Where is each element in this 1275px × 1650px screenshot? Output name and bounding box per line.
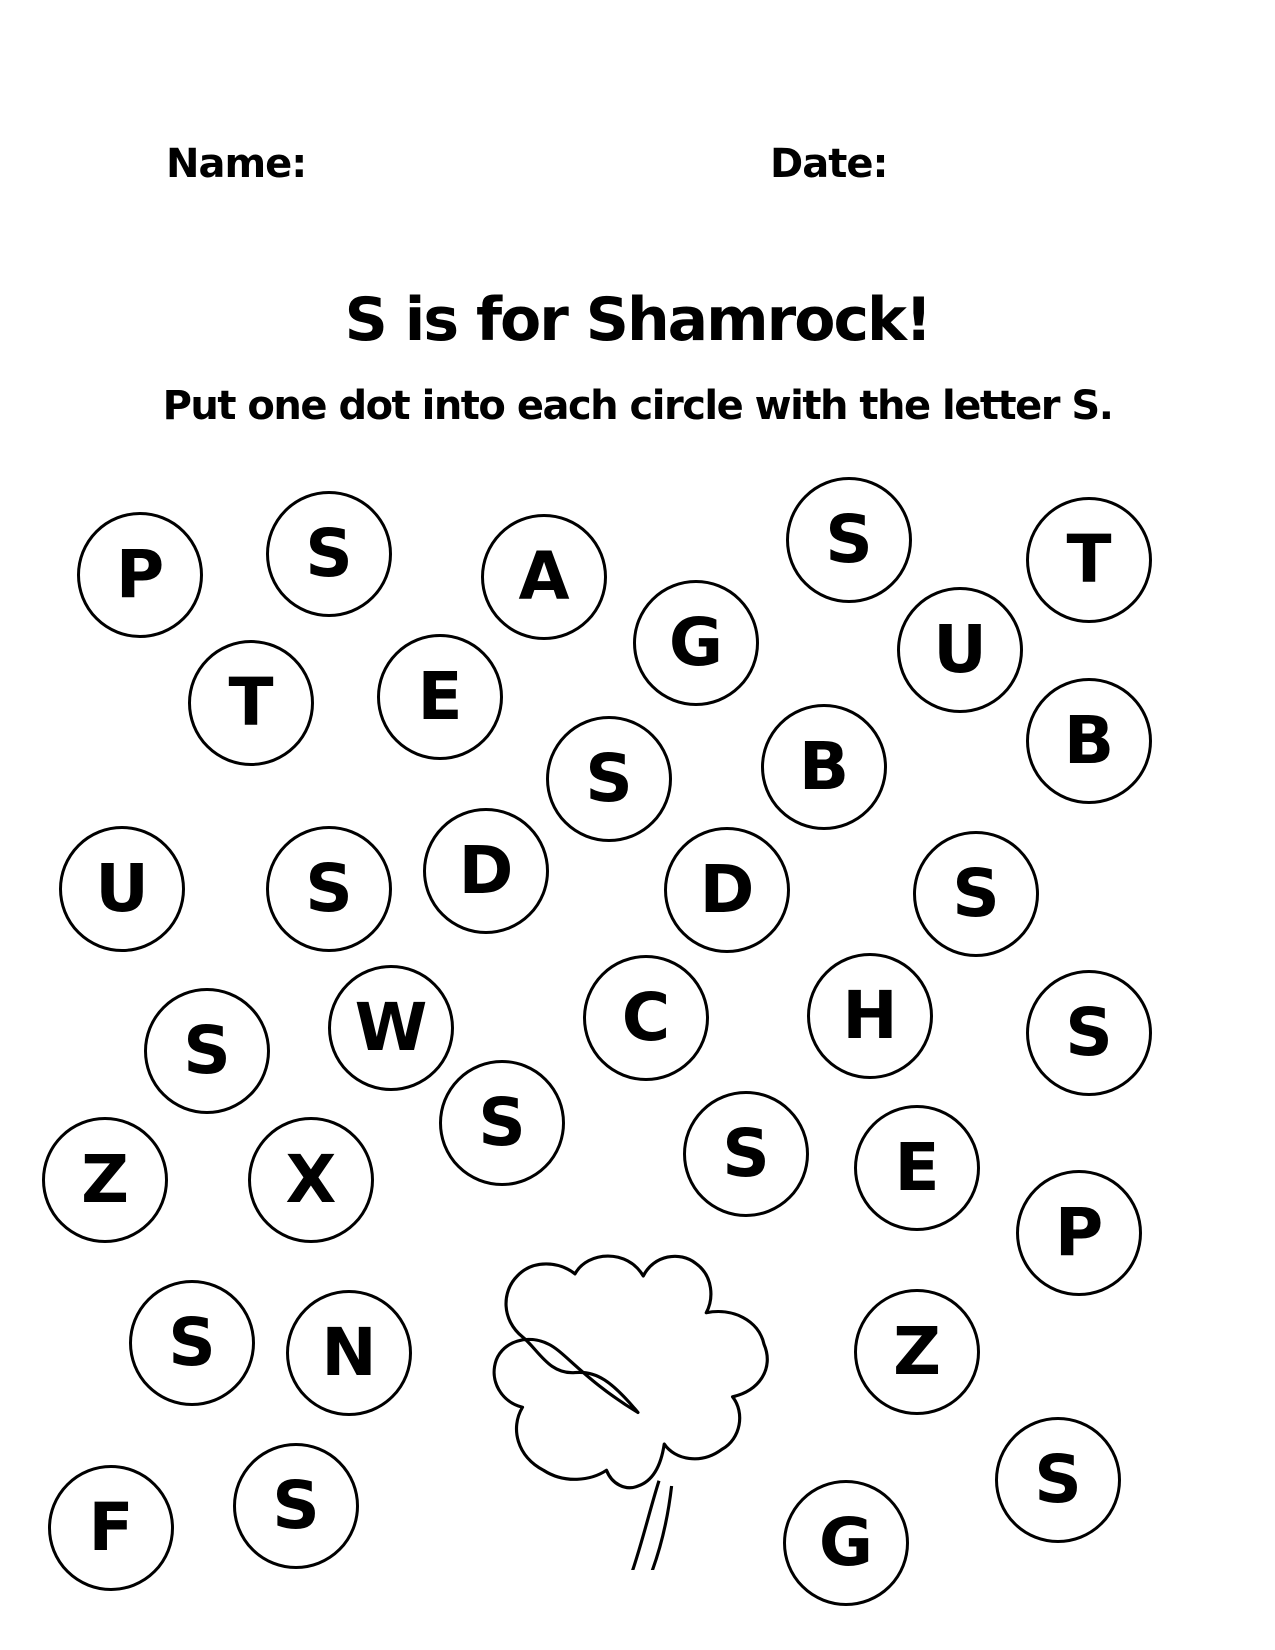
circle-letter: G xyxy=(668,604,724,681)
circle-letter: B xyxy=(798,728,850,805)
dot-circle[interactable] xyxy=(1026,970,1152,1096)
dot-circle[interactable] xyxy=(48,1465,174,1591)
circle-letter: S xyxy=(305,515,353,592)
circle-letter: Z xyxy=(81,1141,129,1218)
circle-letter: S xyxy=(1034,1441,1082,1518)
dot-circle[interactable] xyxy=(1026,678,1152,804)
dot-circle[interactable] xyxy=(583,955,709,1081)
circle-letter: E xyxy=(894,1129,940,1206)
dot-circle[interactable] xyxy=(633,580,759,706)
dot-circle[interactable] xyxy=(129,1280,255,1406)
circle-letter: S xyxy=(1065,994,1113,1071)
circle-letter: G xyxy=(818,1504,874,1581)
page-title: S is for Shamrock! xyxy=(344,285,931,355)
dot-circle[interactable] xyxy=(786,477,912,603)
circle-letter: D xyxy=(699,851,755,928)
dot-circle[interactable] xyxy=(328,965,454,1091)
circle-letter: S xyxy=(825,501,873,578)
circle-letter: S xyxy=(168,1304,216,1381)
dot-circle[interactable] xyxy=(188,640,314,766)
instructions-text: Put one dot into each circle with the letter S. xyxy=(162,383,1113,429)
dot-circle[interactable] xyxy=(995,1417,1121,1543)
circle-letter: S xyxy=(183,1012,231,1089)
dot-circle[interactable] xyxy=(233,1443,359,1569)
dot-circle[interactable] xyxy=(897,587,1023,713)
circle-letter: T xyxy=(1066,521,1112,598)
circle-letter: F xyxy=(88,1489,134,1566)
dot-circle[interactable] xyxy=(423,808,549,934)
dot-circle[interactable] xyxy=(144,988,270,1114)
circle-letter: T xyxy=(228,664,274,741)
dot-circle[interactable] xyxy=(683,1091,809,1217)
circle-letter: E xyxy=(417,658,463,735)
dot-circle[interactable] xyxy=(42,1117,168,1243)
dot-circle[interactable] xyxy=(913,831,1039,957)
dot-circle[interactable] xyxy=(854,1105,980,1231)
circle-letter: S xyxy=(952,855,1000,932)
dot-circle[interactable] xyxy=(59,826,185,952)
circle-letter: S xyxy=(722,1115,770,1192)
circle-letter: S xyxy=(478,1084,526,1161)
shamrock-icon xyxy=(460,1225,805,1570)
circle-letter: U xyxy=(933,611,987,688)
circle-letter: W xyxy=(354,989,428,1066)
circle-letter: D xyxy=(458,832,514,909)
circle-letter: B xyxy=(1063,702,1115,779)
dot-circle[interactable] xyxy=(546,716,672,842)
circle-letter: X xyxy=(285,1141,337,1218)
circle-letter: Z xyxy=(893,1313,941,1390)
circle-letter: C xyxy=(621,979,671,1056)
circle-letter: N xyxy=(321,1314,377,1391)
dot-circle[interactable] xyxy=(248,1117,374,1243)
circle-letter: S xyxy=(585,740,633,817)
circle-letter: H xyxy=(842,977,898,1054)
circle-letter: U xyxy=(95,850,149,927)
date-label: Date: xyxy=(770,141,888,187)
circle-letter: S xyxy=(305,850,353,927)
dot-circle[interactable] xyxy=(439,1060,565,1186)
circle-letter: S xyxy=(272,1467,320,1544)
circle-letter: P xyxy=(115,536,165,613)
dot-circle[interactable] xyxy=(1016,1170,1142,1296)
dot-circle[interactable] xyxy=(286,1290,412,1416)
dot-circle[interactable] xyxy=(761,704,887,830)
circle-letter: P xyxy=(1054,1194,1104,1271)
dot-circle[interactable] xyxy=(77,512,203,638)
name-label: Name: xyxy=(166,141,307,187)
dot-circle[interactable] xyxy=(854,1289,980,1415)
circle-letter: A xyxy=(518,538,570,615)
dot-circle[interactable] xyxy=(481,514,607,640)
dot-circle[interactable] xyxy=(1026,497,1152,623)
dot-circle[interactable] xyxy=(266,826,392,952)
dot-circle[interactable] xyxy=(377,634,503,760)
dot-circle[interactable] xyxy=(664,827,790,953)
dot-circle[interactable] xyxy=(807,953,933,1079)
dot-circle[interactable] xyxy=(266,491,392,617)
